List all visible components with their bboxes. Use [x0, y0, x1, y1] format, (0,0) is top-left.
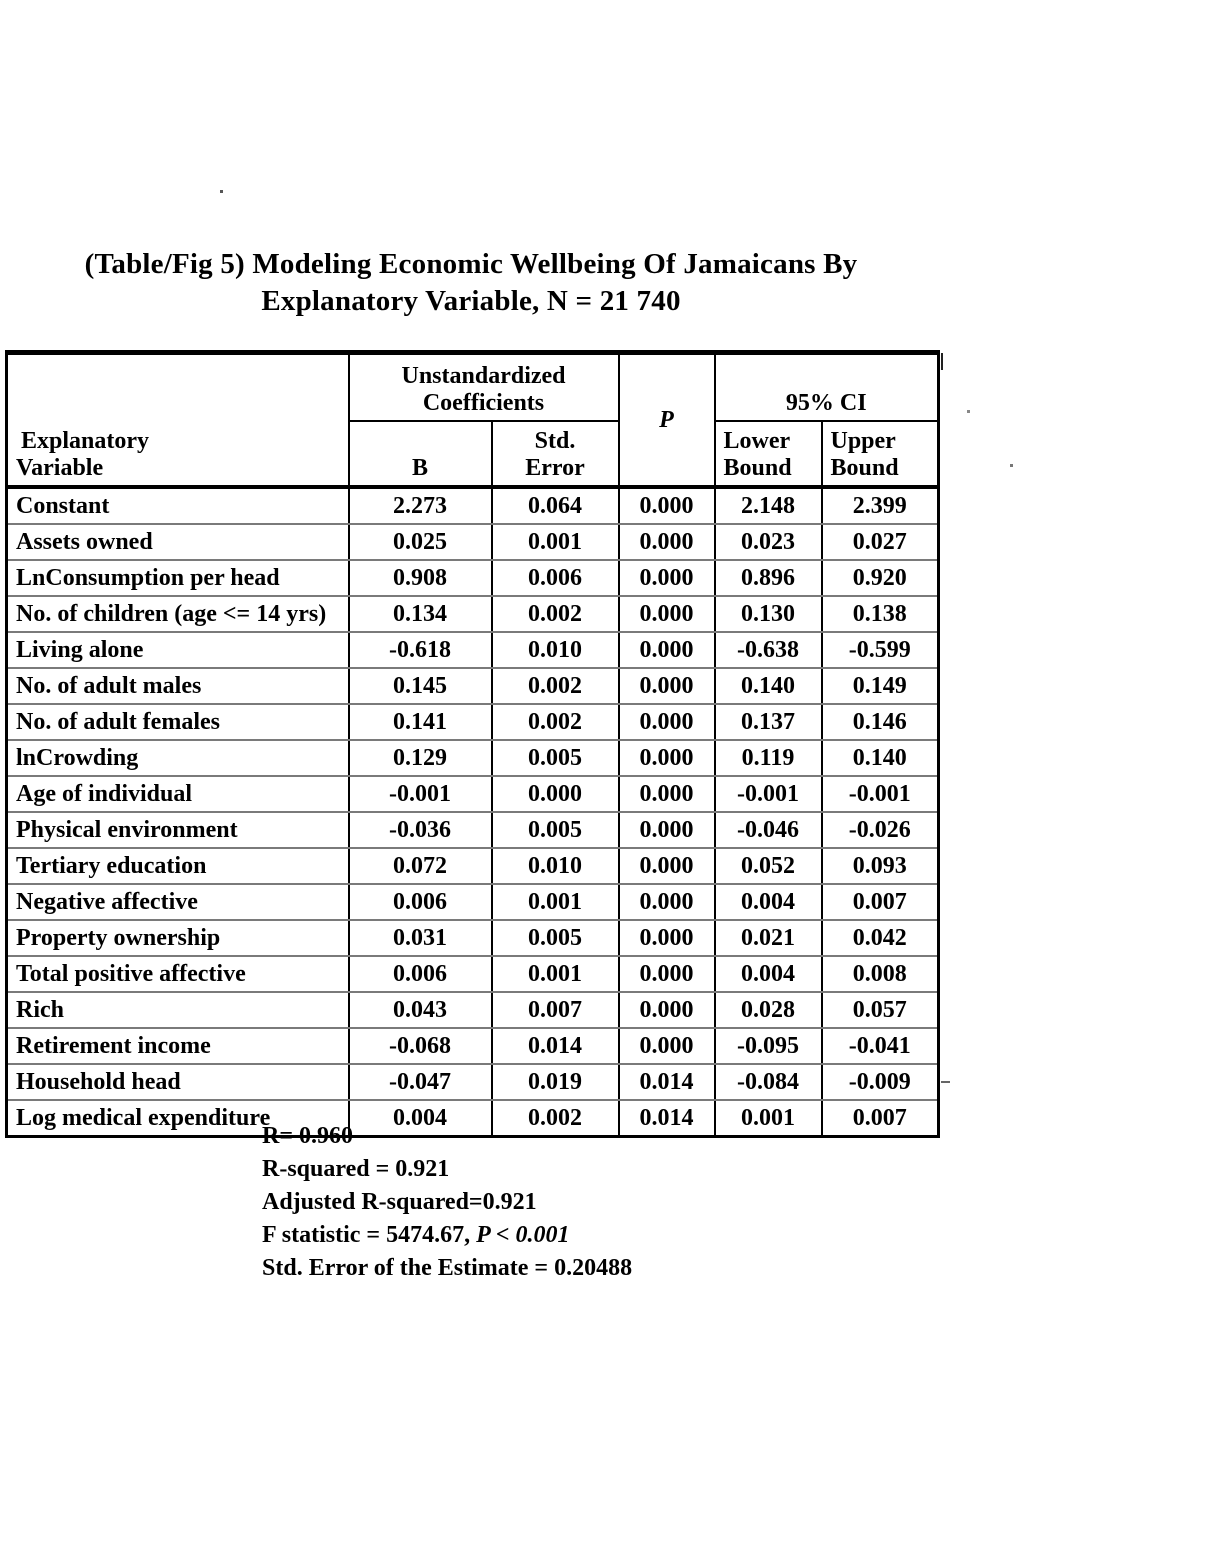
header-explanatory-variable: [7, 353, 349, 488]
row-label-cell: Log medical expenditure: [7, 1100, 349, 1137]
b-value-cell: 0.908: [349, 560, 492, 596]
upper-bound-value-cell: 0.149: [822, 668, 939, 704]
row-label-cell: LnConsumption per head: [7, 560, 349, 596]
p-value-cell: 0.000: [619, 524, 715, 560]
b-value-cell: 0.134: [349, 596, 492, 632]
lower-bound-value-cell: 0.023: [715, 524, 822, 560]
p-value-cell: 0.000: [619, 632, 715, 668]
lower-bound-value-cell: 0.119: [715, 740, 822, 776]
header-lower-line1: Lower: [723, 428, 791, 454]
table-row: [7, 884, 939, 920]
upper-bound-value-cell: 0.042: [822, 920, 939, 956]
row-label-cell: Assets owned: [7, 524, 349, 560]
header-unstd-line1: Unstandardized: [401, 363, 566, 389]
p-value-cell: 0.000: [619, 884, 715, 920]
p-value-cell: 0.014: [619, 1100, 715, 1137]
row-label-cell: No. of adult females: [7, 704, 349, 740]
header-b: B: [349, 421, 492, 487]
upper-bound-value-cell: 0.008: [822, 956, 939, 992]
row-label-cell: Household head: [7, 1064, 349, 1100]
std-error-value-cell: 0.002: [492, 704, 619, 740]
header-p: P: [619, 353, 715, 488]
table-row: [7, 596, 939, 632]
upper-bound-value-cell: 0.007: [822, 884, 939, 920]
header-lower-bound: [715, 421, 822, 487]
b-value-cell: -0.618: [349, 632, 492, 668]
upper-bound-value-cell: -0.041: [822, 1028, 939, 1064]
row-label-cell: Age of individual: [7, 776, 349, 812]
row-label-cell: Living alone: [7, 632, 349, 668]
p-value-cell: 0.000: [619, 992, 715, 1028]
b-value-cell: -0.001: [349, 776, 492, 812]
std-error-value-cell: 0.010: [492, 632, 619, 668]
b-value-cell: -0.036: [349, 812, 492, 848]
stat-std-error-estimate: Std. Error of the Estimate = 0.20488: [262, 1255, 633, 1281]
lower-bound-value-cell: 0.021: [715, 920, 822, 956]
upper-bound-value-cell: -0.009: [822, 1064, 939, 1100]
table-row: [7, 632, 939, 668]
header-row-groups: [7, 353, 939, 422]
p-value-cell: 0.000: [619, 740, 715, 776]
lower-bound-value-cell: -0.084: [715, 1064, 822, 1100]
p-value-cell: 0.000: [619, 668, 715, 704]
lower-bound-value-cell: 0.137: [715, 704, 822, 740]
table-row: [7, 1028, 939, 1064]
header-95-ci: 95% CI: [715, 353, 939, 422]
table-row: [7, 848, 939, 884]
table-row: [7, 1064, 939, 1100]
lower-bound-value-cell: -0.046: [715, 812, 822, 848]
table-row: [7, 704, 939, 740]
upper-bound-value-cell: 2.399: [822, 487, 939, 524]
table-row: [7, 740, 939, 776]
p-value-cell: 0.000: [619, 596, 715, 632]
table-row: [7, 812, 939, 848]
table-row: [7, 668, 939, 704]
lower-bound-value-cell: -0.095: [715, 1028, 822, 1064]
std-error-value-cell: 0.007: [492, 992, 619, 1028]
p-value-cell: 0.000: [619, 1028, 715, 1064]
table-row: [7, 487, 939, 524]
header-lower-line2: Bound: [723, 455, 792, 481]
p-value-cell: 0.000: [619, 812, 715, 848]
p-value-cell: 0.000: [619, 848, 715, 884]
upper-bound-value-cell: -0.026: [822, 812, 939, 848]
std-error-value-cell: 0.010: [492, 848, 619, 884]
b-value-cell: -0.068: [349, 1028, 492, 1064]
row-label-cell: No. of adult males: [7, 668, 349, 704]
upper-bound-value-cell: 0.146: [822, 704, 939, 740]
row-label-cell: Constant: [7, 487, 349, 524]
model-fit-stats: [262, 1120, 632, 1285]
lower-bound-value-cell: 0.001: [715, 1100, 822, 1137]
std-error-value-cell: 0.001: [492, 524, 619, 560]
figure-title-line1: (Table/Fig 5) Modeling Economic Wellbeing Of Jamaicans By: [84, 248, 858, 280]
lower-bound-value-cell: 2.148: [715, 487, 822, 524]
row-label-cell: Negative affective: [7, 884, 349, 920]
table-row: [7, 776, 939, 812]
stat-f-p-value: P < 0.001: [476, 1222, 570, 1248]
upper-bound-value-cell: 0.138: [822, 596, 939, 632]
std-error-value-cell: 0.000: [492, 776, 619, 812]
row-label-cell: Physical environment: [7, 812, 349, 848]
header-upper-bound: [822, 421, 939, 487]
p-value-cell: 0.000: [619, 704, 715, 740]
header-std-error-line2: Error: [525, 455, 585, 481]
scan-artifact-dot: [967, 410, 970, 413]
std-error-value-cell: 0.006: [492, 560, 619, 596]
b-value-cell: 0.006: [349, 956, 492, 992]
stat-adjusted-r-squared: Adjusted R-squared=0.921: [262, 1189, 537, 1215]
header-explanatory-line2: Variable: [16, 455, 104, 481]
upper-bound-value-cell: 0.140: [822, 740, 939, 776]
std-error-value-cell: 0.001: [492, 956, 619, 992]
row-label-cell: Rich: [7, 992, 349, 1028]
scan-artifact-dot: [1010, 464, 1013, 467]
upper-bound-value-cell: 0.007: [822, 1100, 939, 1137]
upper-bound-value-cell: 0.093: [822, 848, 939, 884]
figure-title: [5, 246, 937, 320]
upper-bound-value-cell: 0.027: [822, 524, 939, 560]
std-error-value-cell: 0.002: [492, 1100, 619, 1137]
scan-artifact-mark: [941, 1081, 950, 1083]
b-value-cell: 0.129: [349, 740, 492, 776]
table-body: [7, 487, 939, 1137]
std-error-value-cell: 0.019: [492, 1064, 619, 1100]
p-value-cell: 0.000: [619, 487, 715, 524]
stat-f-statistic: [262, 1219, 632, 1252]
table-row: [7, 560, 939, 596]
b-value-cell: 0.025: [349, 524, 492, 560]
header-explanatory-line1: Explanatory: [21, 428, 150, 454]
b-value-cell: 0.043: [349, 992, 492, 1028]
header-upper-line1: Upper: [830, 428, 896, 454]
table-row: [7, 920, 939, 956]
header-unstandardized-coefficients: [349, 353, 619, 422]
b-value-cell: 0.006: [349, 884, 492, 920]
std-error-value-cell: 0.002: [492, 596, 619, 632]
upper-bound-value-cell: -0.599: [822, 632, 939, 668]
row-label-cell: Property ownership: [7, 920, 349, 956]
table-row: [7, 992, 939, 1028]
upper-bound-value-cell: -0.001: [822, 776, 939, 812]
scan-artifact-tick: [941, 353, 943, 370]
std-error-value-cell: 0.005: [492, 812, 619, 848]
std-error-value-cell: 0.005: [492, 920, 619, 956]
figure-title-line2: Explanatory Variable, N = 21 740: [261, 285, 681, 317]
lower-bound-value-cell: 0.130: [715, 596, 822, 632]
lower-bound-value-cell: 0.140: [715, 668, 822, 704]
row-label-cell: Tertiary education: [7, 848, 349, 884]
p-value-cell: 0.000: [619, 920, 715, 956]
row-label-cell: lnCrowding: [7, 740, 349, 776]
b-value-cell: 0.031: [349, 920, 492, 956]
header-std-error: [492, 421, 619, 487]
lower-bound-value-cell: 0.004: [715, 956, 822, 992]
lower-bound-value-cell: -0.638: [715, 632, 822, 668]
p-value-cell: 0.000: [619, 956, 715, 992]
stat-r-squared: R-squared = 0.921: [262, 1156, 450, 1182]
lower-bound-value-cell: -0.001: [715, 776, 822, 812]
scan-artifact-dot: [220, 190, 223, 193]
stat-r: R= 0.960: [262, 1123, 354, 1149]
stat-f-prefix: F statistic = 5474.67,: [262, 1222, 477, 1248]
p-value-cell: 0.000: [619, 776, 715, 812]
std-error-value-cell: 0.002: [492, 668, 619, 704]
std-error-value-cell: 0.064: [492, 487, 619, 524]
header-upper-line2: Bound: [830, 455, 899, 481]
header-unstd-line2: Coefficients: [422, 390, 545, 416]
upper-bound-value-cell: 0.920: [822, 560, 939, 596]
table-row: [7, 524, 939, 560]
table-header: [7, 353, 939, 488]
lower-bound-value-cell: 0.896: [715, 560, 822, 596]
header-std-error-line1: Std.: [534, 428, 576, 454]
p-value-cell: 0.014: [619, 1064, 715, 1100]
b-value-cell: 0.004: [349, 1100, 492, 1137]
lower-bound-value-cell: 0.052: [715, 848, 822, 884]
p-value-cell: 0.000: [619, 560, 715, 596]
std-error-value-cell: 0.001: [492, 884, 619, 920]
lower-bound-value-cell: 0.004: [715, 884, 822, 920]
std-error-value-cell: 0.005: [492, 740, 619, 776]
table-row: [7, 956, 939, 992]
b-value-cell: 2.273: [349, 487, 492, 524]
std-error-value-cell: 0.014: [492, 1028, 619, 1064]
lower-bound-value-cell: 0.028: [715, 992, 822, 1028]
b-value-cell: 0.145: [349, 668, 492, 704]
row-label-cell: No. of children (age <= 14 yrs): [7, 596, 349, 632]
row-label-cell: Total positive affective: [7, 956, 349, 992]
upper-bound-value-cell: 0.057: [822, 992, 939, 1028]
b-value-cell: 0.072: [349, 848, 492, 884]
b-value-cell: -0.047: [349, 1064, 492, 1100]
row-label-cell: Retirement income: [7, 1028, 349, 1064]
regression-table: [5, 350, 940, 1138]
b-value-cell: 0.141: [349, 704, 492, 740]
